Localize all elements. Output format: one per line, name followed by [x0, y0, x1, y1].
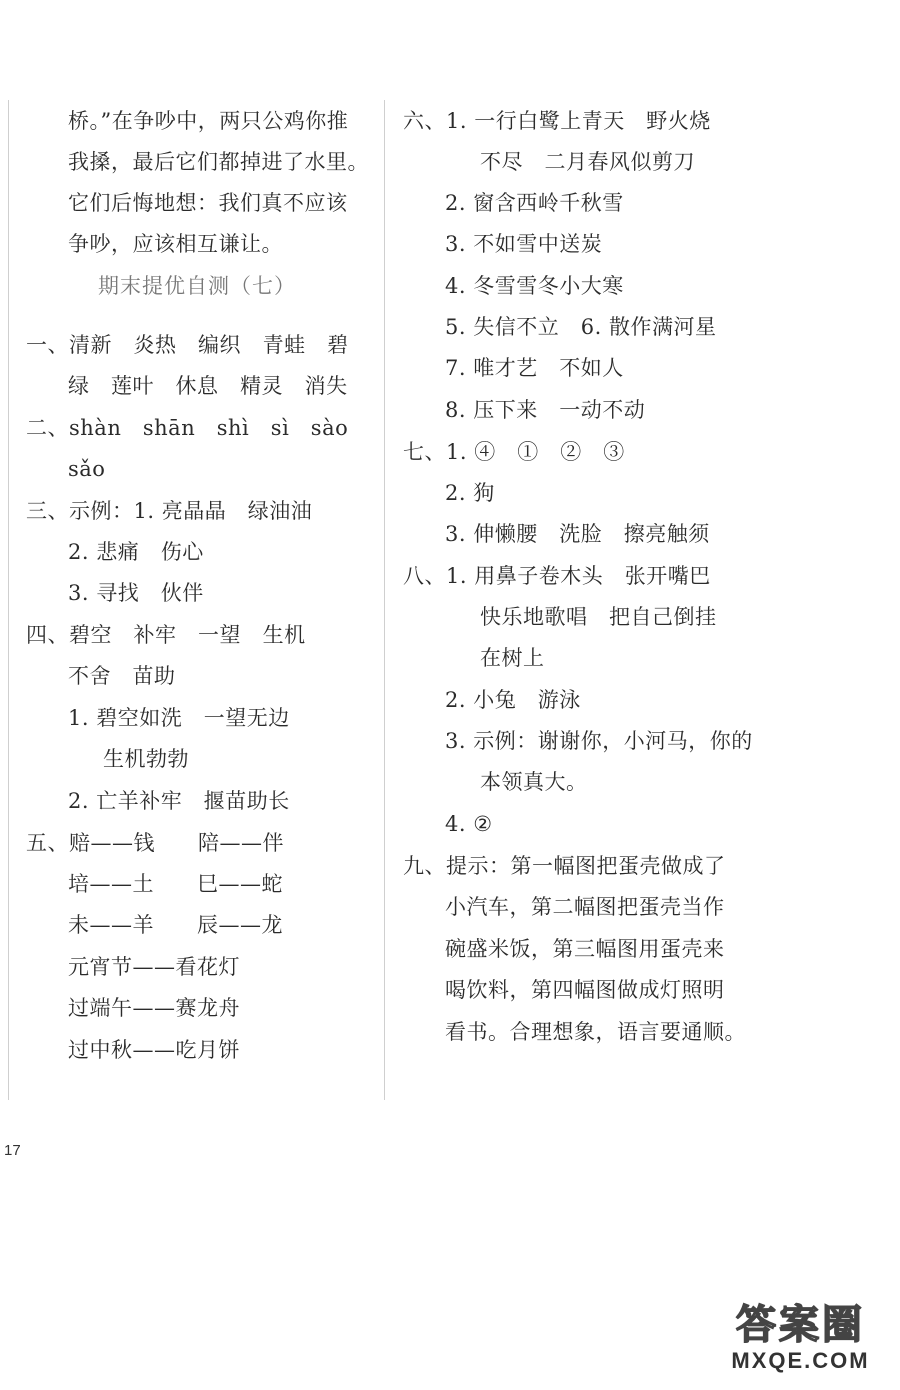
answer-line: 3. 不如雪中送炭	[445, 232, 603, 256]
answer-line: 它们后悔地想：我们真不应该	[68, 191, 348, 215]
page-number: 17	[4, 1142, 21, 1159]
answer-line: 未——羊 辰——龙	[68, 913, 284, 937]
watermark-title: 答案圈	[736, 1303, 865, 1347]
answer-line: 喝饮料，第四幅图做成灯照明	[445, 978, 725, 1002]
answer-line: 桥。”在争吵中，两只公鸡你推	[68, 109, 349, 133]
answer-line: 九、提示：第一幅图把蛋壳做成了	[403, 854, 726, 878]
answer-line: 过端午——赛龙舟	[68, 996, 240, 1020]
answer-line: 7. 唯才艺 不如人	[445, 356, 624, 380]
answer-line: 2. 窗含西岭千秋雪	[445, 191, 624, 215]
answer-line: 五、赔——钱 陪——伴	[26, 831, 285, 855]
answer-line: 8. 压下来 一动不动	[445, 398, 646, 422]
answer-line: 三、示例：1. 亮晶晶 绿油油	[26, 499, 313, 523]
answer-line: 1. 碧空如洗 一望无边	[68, 706, 290, 730]
answer-line: 碗盛米饭，第三幅图用蛋壳来	[445, 937, 725, 961]
answer-line: 七、1. ④ ① ② ③	[403, 440, 625, 464]
watermark-logo	[713, 1302, 888, 1382]
answer-line: 绿 莲叶 休息 精灵 消失	[68, 374, 348, 398]
answer-line: 3. 伸懒腰 洗脸 擦亮触须	[445, 522, 710, 546]
answer-line: 2. 狗	[445, 481, 495, 505]
answer-line: 六、1. 一行白鹭上青天 野火烧	[403, 109, 711, 133]
answer-line: 不舍 苗助	[68, 664, 176, 688]
watermark-url: MXQE.COM	[731, 1348, 870, 1373]
answer-line: 过中秋——吃月饼	[68, 1038, 240, 1062]
answer-line: 四、碧空 补牢 一望 生机	[26, 623, 306, 647]
answer-line: 培——土 巳——蛇	[68, 872, 284, 896]
answer-line: 小汽车，第二幅图把蛋壳当作	[445, 895, 725, 919]
answer-line: 看书。合理想象，语言要通顺。	[445, 1020, 746, 1044]
answer-line: 一、清新 炎热 编织 青蛙 碧	[26, 333, 349, 357]
answer-line: 2. 亡羊补牢 揠苗助长	[68, 789, 290, 813]
answer-line: 元宵节——看花灯	[68, 955, 240, 979]
answer-line: 4. ②	[445, 812, 493, 836]
answer-line: 不尽 二月春风似剪刀	[480, 150, 696, 174]
answer-line: 八、1. 用鼻子卷木头 张开嘴巴	[403, 564, 711, 588]
answer-line: 3. 示例：谢谢你，小河马，你的	[445, 729, 753, 753]
answer-line: 在树上	[480, 646, 545, 670]
answer-line: 争吵，应该相互谦让。	[68, 232, 283, 256]
answer-line: 5. 失信不立 6. 散作满河星	[445, 315, 717, 339]
answer-line: 2. 悲痛 伤心	[68, 540, 204, 564]
answer-line: 二、shàn shān shì sì sào	[26, 416, 349, 440]
section-title: 期末提优自测（七）	[98, 274, 296, 298]
answer-line: sǎo	[68, 457, 106, 481]
answer-line: 快乐地歌唱 把自己倒挂	[480, 605, 717, 629]
answer-line: 我搡，最后它们都掉进了水里。	[68, 150, 369, 174]
answer-line: 4. 冬雪雪冬小大寒	[445, 274, 624, 298]
answer-line: 生机勃勃	[103, 747, 189, 771]
answer-line: 本领真大。	[480, 770, 588, 794]
answer-line: 3. 寻找 伙伴	[68, 581, 204, 605]
left-margin-rule	[8, 100, 9, 1100]
column-divider	[384, 100, 385, 1100]
answer-line: 2. 小兔 游泳	[445, 688, 581, 712]
